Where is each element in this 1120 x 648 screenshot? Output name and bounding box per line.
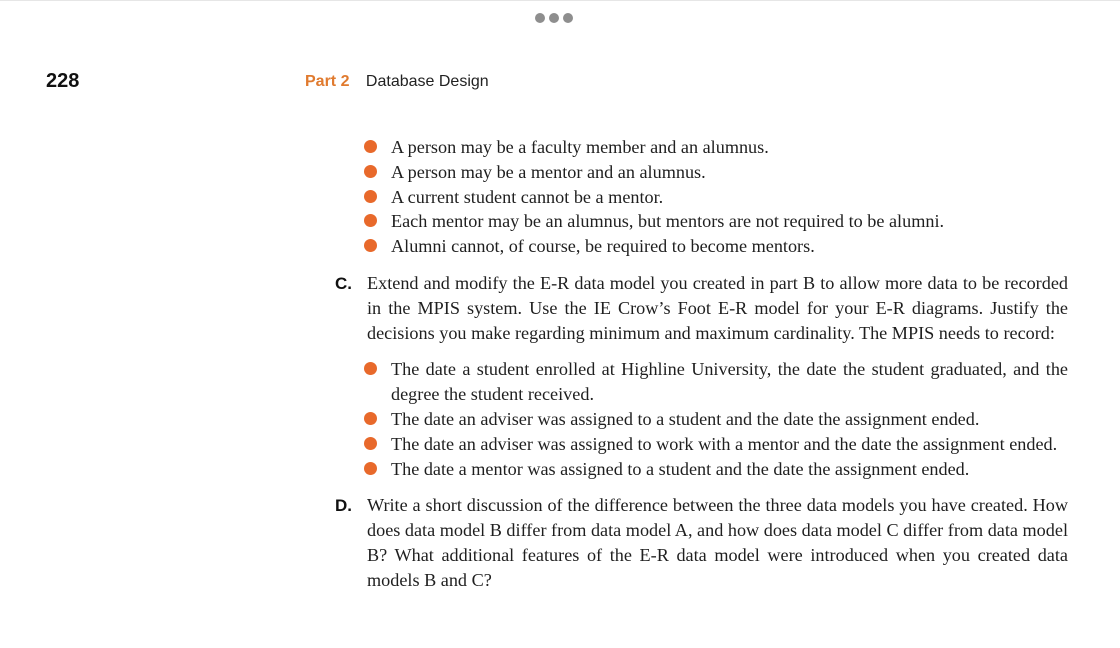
list-item (335, 209, 1068, 234)
list-item (335, 432, 1068, 457)
top-divider (0, 0, 1120, 1)
part-title: Database Design (365, 73, 489, 90)
bullet-icon (364, 140, 377, 153)
dot (549, 13, 559, 23)
list-item (335, 234, 1068, 259)
bullet-icon (364, 165, 377, 178)
list-item-text: The date an adviser was assigned to work with a mentor and the date the assignment ended. (391, 433, 1058, 454)
page-body (335, 135, 1068, 593)
bullet-icon (364, 437, 377, 450)
section-d (335, 493, 1068, 592)
section-text: Extend and modify the E-R data model you created in part B to allow more data to be recorded in the MPIS system. Use the IE Crow’s Foot E-R model for your E-R diagrams. Justify the decisions you make regarding minimum and maximum cardinality. The MPIS needs to record: (367, 272, 1068, 343)
dot (535, 13, 545, 23)
list-item (335, 185, 1068, 210)
part-label: Part 2 (305, 73, 350, 90)
list-item-text: The date an adviser was assigned to a student and the date the assignment ended. (391, 408, 980, 429)
list-item-text: A current student cannot be a mentor. (391, 186, 664, 207)
list-item (335, 407, 1068, 432)
running-head (305, 73, 489, 91)
dot (563, 13, 573, 23)
list-item-text: A person may be a faculty member and an alumnus. (391, 137, 769, 157)
bullet-icon (364, 214, 377, 227)
page-number: 228 (46, 70, 80, 92)
bullet-icon (364, 462, 377, 475)
list-item-text: The date a student enrolled at Highline University, the date the student graduated, and the degree the student received. (391, 359, 1068, 405)
list-item-text: A person may be a mentor and an alumnus. (391, 161, 706, 182)
list-item (335, 160, 1068, 185)
bullet-list-c (335, 357, 1068, 481)
more-options-icon[interactable] (535, 13, 573, 23)
section-letter: D. (335, 496, 352, 516)
section-c (335, 271, 1068, 345)
list-item-text: Each mentor may be an alumnus, but mentors are not required to be alumni. (391, 211, 945, 232)
list-item-text: The date a mentor was assigned to a student and the date the assignment ended. (391, 458, 970, 479)
bullet-icon (364, 239, 377, 252)
section-text: Write a short discussion of the difference between the three data models you have created. How does data model B differ from data model A, and how does data model C differ from data model B? What additional features of the E-R data model were introduced when you created data models B and C? (367, 495, 1068, 590)
bullet-icon (364, 190, 377, 203)
bullet-icon (364, 412, 377, 425)
list-item-text: Alumni cannot, of course, be required to become mentors. (391, 236, 815, 257)
list-item (335, 135, 1068, 160)
section-letter: C. (335, 273, 352, 293)
bullet-icon (364, 362, 377, 375)
bullet-list-b (335, 135, 1068, 259)
list-item (335, 457, 1068, 482)
list-item (335, 357, 1068, 407)
